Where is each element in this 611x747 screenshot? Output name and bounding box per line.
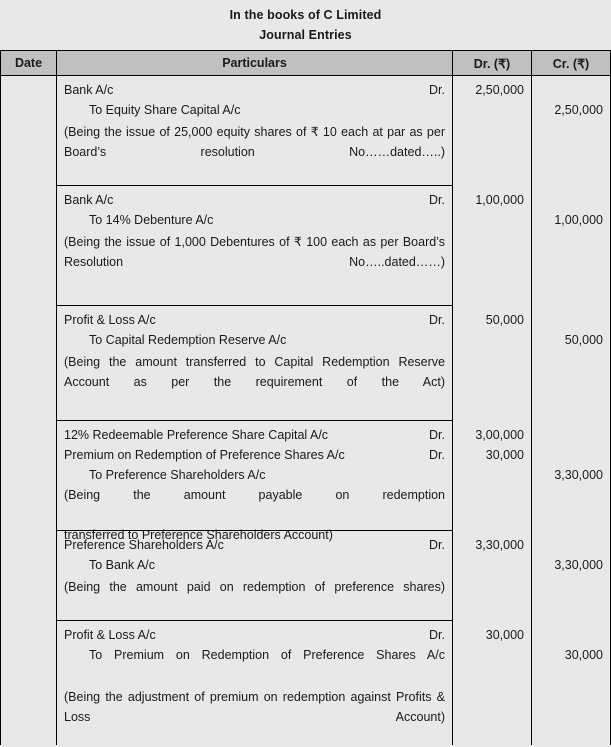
narration-text: (Being the amount transferred to Capital Redemption Reserve Account as per the requirement of the Act) bbox=[64, 355, 445, 389]
debit-account-line bbox=[64, 310, 445, 330]
column-header-credit: Cr. (₹) bbox=[532, 51, 611, 75]
narration-text: (Being the issue of 1,000 Debentures of ₹ 100 each as per Board’s Resolution No…..dated……) bbox=[64, 235, 445, 269]
particulars-column bbox=[57, 76, 453, 745]
spacer-line bbox=[539, 80, 603, 100]
debit-account-line bbox=[64, 535, 445, 555]
credit-amount: 3,30,000 bbox=[554, 558, 603, 572]
credit-account-line: To 14% Debenture A/c bbox=[89, 213, 214, 227]
journal-entry-block bbox=[57, 76, 452, 186]
debit-amount-cell bbox=[453, 421, 531, 531]
narration-text: (Being the issue of 25,000 equity shares of ₹ 10 each at par as per Board’s resolution No……dated…..) bbox=[64, 125, 445, 159]
dr-tag: Dr. bbox=[429, 313, 445, 327]
credit-amount: 1,00,000 bbox=[554, 213, 603, 227]
journal-entry-block bbox=[57, 531, 452, 621]
date-column bbox=[0, 76, 57, 745]
credit-amount-cell bbox=[532, 421, 610, 531]
journal-entries-table bbox=[0, 50, 611, 745]
table-header-row bbox=[0, 51, 611, 76]
debit-account-name: Bank A/c bbox=[64, 193, 114, 207]
spacer-line bbox=[539, 190, 603, 210]
spacer-line bbox=[539, 625, 603, 645]
dr-tag: Dr. bbox=[429, 538, 445, 552]
debit-amount: 3,30,000 bbox=[475, 538, 524, 552]
debit-account-line bbox=[64, 445, 445, 465]
debit-amount-cell bbox=[453, 306, 531, 421]
credit-account-line: To Capital Redemption Reserve A/c bbox=[89, 333, 287, 347]
dr-tag: Dr. bbox=[429, 83, 445, 97]
debit-account-name: 12% Redeemable Preference Share Capital A/c bbox=[64, 428, 329, 442]
credit-amount-cell bbox=[532, 621, 610, 745]
credit-amount: 30,000 bbox=[564, 648, 603, 662]
journal-entry-block bbox=[57, 621, 452, 745]
spacer-line bbox=[539, 425, 603, 445]
credit-amount: 3,30,000 bbox=[554, 468, 603, 482]
debit-account-line bbox=[64, 625, 445, 645]
debit-amount-cell bbox=[453, 76, 531, 186]
debit-account-name: Bank A/c bbox=[64, 83, 114, 97]
debit-amount-cell bbox=[453, 531, 531, 621]
column-header-date: Date bbox=[0, 51, 57, 75]
credit-amount-cell bbox=[532, 76, 610, 186]
credit-amount-column bbox=[532, 76, 611, 745]
credit-account-line: To Equity Share Capital A/c bbox=[89, 103, 241, 117]
heading-books-of: In the books of C Limited bbox=[229, 8, 382, 22]
dr-tag: Dr. bbox=[429, 448, 445, 462]
dr-tag: Dr. bbox=[429, 193, 445, 207]
debit-account-line bbox=[64, 425, 445, 445]
debit-amount: 50,000 bbox=[485, 313, 524, 327]
credit-amount-cell bbox=[532, 306, 610, 421]
credit-account-line: To Bank A/c bbox=[89, 558, 156, 572]
credit-amount-cell bbox=[532, 186, 610, 306]
date-cell bbox=[1, 421, 56, 531]
column-header-particulars: Particulars bbox=[57, 51, 453, 75]
debit-account-line bbox=[64, 80, 445, 100]
debit-account-name: Profit & Loss A/c bbox=[64, 313, 156, 327]
date-cell bbox=[1, 76, 56, 186]
journal-entry-block bbox=[57, 421, 452, 542]
date-cell bbox=[1, 531, 56, 621]
debit-account-name: Profit & Loss A/c bbox=[64, 628, 156, 642]
journal-entry-block bbox=[57, 306, 452, 421]
date-cell bbox=[1, 621, 56, 745]
debit-account-line bbox=[64, 190, 445, 210]
spacer-line bbox=[539, 535, 603, 555]
narration-text: (Being the amount paid on redemption of preference shares) bbox=[64, 580, 445, 594]
narration-text: transferred to Preference Shareholders Account) bbox=[64, 528, 333, 542]
debit-amount: 30,000 bbox=[485, 628, 524, 642]
debit-amount: 3,00,000 bbox=[475, 428, 524, 442]
narration-text: (Being the amount payable on redemption bbox=[64, 488, 445, 502]
debit-amount-cell bbox=[453, 186, 531, 306]
spacer-line bbox=[539, 310, 603, 330]
date-cell bbox=[1, 306, 56, 421]
heading-journal-entries: Journal Entries bbox=[259, 28, 352, 42]
debit-amount-cell bbox=[453, 621, 531, 745]
dr-tag: Dr. bbox=[429, 628, 445, 642]
journal-entry-block bbox=[57, 186, 452, 306]
credit-amount-cell bbox=[532, 531, 610, 621]
document-heading bbox=[0, 0, 611, 45]
date-cell bbox=[1, 186, 56, 306]
credit-account-line: To Preference Shareholders A/c bbox=[89, 468, 266, 482]
spacer-line bbox=[539, 445, 603, 465]
debit-amount: 30,000 bbox=[485, 448, 524, 462]
debit-amount: 1,00,000 bbox=[475, 193, 524, 207]
debit-account-name: Premium on Redemption of Preference Shares A/c bbox=[64, 448, 345, 462]
debit-account-name: Preference Shareholders A/c bbox=[64, 538, 224, 552]
credit-amount: 2,50,000 bbox=[554, 103, 603, 117]
debit-amount: 2,50,000 bbox=[475, 83, 524, 97]
column-header-debit: Dr. (₹) bbox=[453, 51, 532, 75]
narration-text: (Being the adjustment of premium on redemption against Profits & Loss Account) bbox=[64, 690, 445, 724]
debit-amount-column bbox=[453, 76, 532, 745]
credit-amount: 50,000 bbox=[564, 333, 603, 347]
credit-account-line: To Premium on Redemption of Preference Shares A/c bbox=[89, 648, 445, 662]
table-body bbox=[0, 76, 611, 745]
dr-tag: Dr. bbox=[429, 428, 445, 442]
